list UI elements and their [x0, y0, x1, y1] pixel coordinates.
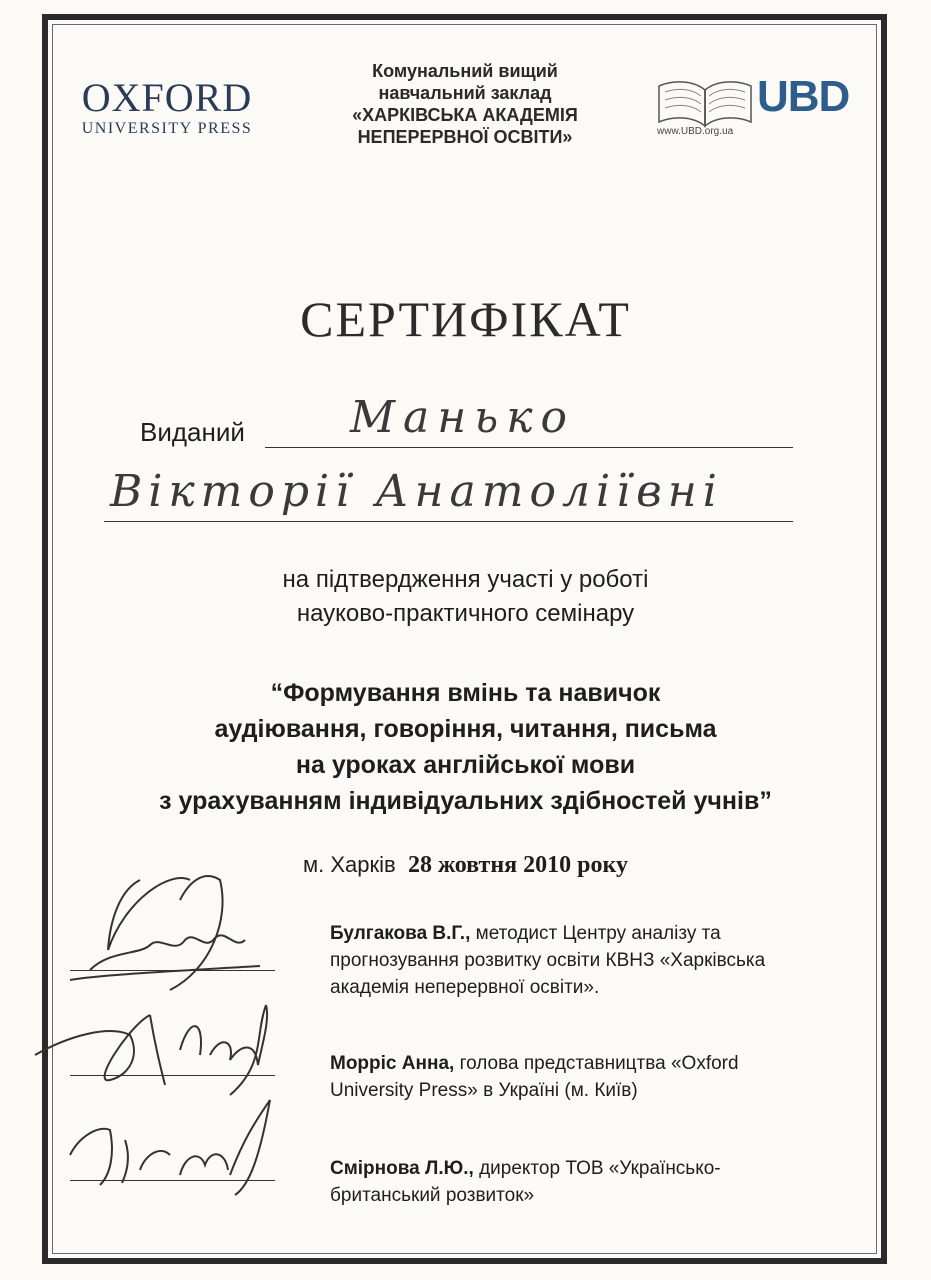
signer-role: директор ТОВ «Українсько-британський розвиток»: [330, 1158, 721, 1206]
signer-name: Смірнова Л.Ю.,: [330, 1158, 474, 1179]
oxford-logo-name: OXFORD: [81, 75, 253, 120]
confirmation-text: [0, 563, 931, 631]
issuer-line: «ХАРКІВСЬКА АКАДЕМІЯ: [352, 105, 578, 125]
signer-name: Морріс Анна,: [330, 1053, 455, 1074]
seminar-line: на уроках англійської мови: [295, 751, 636, 779]
recipient-surname: Манько: [350, 392, 575, 443]
seminar-line: аудіювання, говоріння, читання, письма: [214, 715, 717, 743]
signature-3: [30, 1095, 280, 1205]
confirmation-line: на підтвердження участі у роботі: [282, 566, 649, 593]
signer-1: [330, 920, 800, 1001]
recipient-given-names: Вікторії Анатоліївні: [110, 466, 723, 517]
certificate-title: СЕРТИФІКАТ: [300, 291, 631, 347]
issued-to-label: Виданий: [140, 417, 245, 447]
ubd-url: www.UBD.org.ua: [657, 126, 734, 137]
signer-role: голова представництва «Oxford University Press» в Україні (м. Київ): [330, 1053, 739, 1101]
issuer-line: Комунальний вищий: [372, 61, 558, 81]
date: 28 жовтня 2010 року: [407, 852, 628, 878]
seminar-title: [0, 675, 931, 819]
signature-line-3: [70, 1180, 275, 1181]
signer-name: Булгакова В.Г.,: [330, 923, 471, 944]
issuer-line: НЕПЕРЕРВНОЇ ОСВІТИ»: [357, 127, 573, 147]
signer-role: методист Центру аналізу та прогнозування розвитку освіти КВНЗ «Харківська академія неперервної освіти».: [330, 923, 766, 998]
surname-line: [265, 447, 793, 448]
oxford-logo-sub: UNIVERSITY PRESS: [81, 120, 253, 137]
open-book-icon: [655, 76, 755, 128]
signer-3: [330, 1155, 800, 1209]
signature-1: [30, 860, 280, 1000]
ubd-logo: [655, 72, 870, 147]
confirmation-line: науково-практичного семінару: [296, 600, 635, 627]
issuer-name: [290, 60, 640, 148]
seminar-line: з урахуванням індивідуальних здібностей учнів”: [159, 787, 772, 815]
signer-2: [330, 1050, 800, 1104]
signature-2: [30, 995, 300, 1105]
oxford-logo: [64, 75, 270, 138]
given-names-line: [104, 521, 793, 522]
signature-line-1: [70, 970, 275, 971]
ubd-logo-text: UBD: [757, 72, 850, 121]
issuer-line: навчальний заклад: [378, 83, 552, 103]
signature-line-2: [70, 1075, 275, 1076]
city: м. Харків: [303, 852, 396, 877]
seminar-line: “Формування вмінь та навичок: [270, 679, 661, 707]
